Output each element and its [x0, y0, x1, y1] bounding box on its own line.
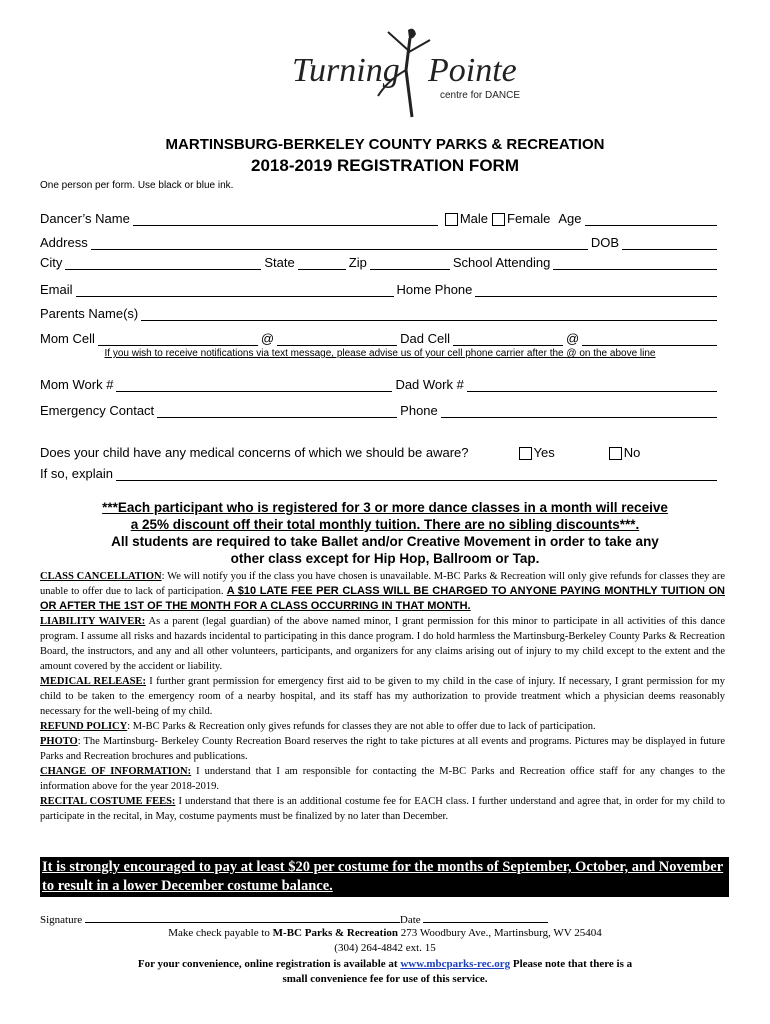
medical-yes-checkbox[interactable]	[519, 447, 532, 460]
female-checkbox[interactable]	[492, 213, 505, 226]
emergency-phone-label: Phone	[400, 403, 438, 418]
row-medical	[40, 442, 720, 460]
discount-notice	[40, 499, 730, 567]
explain-label: If so, explain	[40, 466, 113, 481]
email-field[interactable]	[76, 283, 394, 297]
male-checkbox[interactable]	[445, 213, 458, 226]
dad-cell-field[interactable]	[453, 332, 563, 346]
form-title: 2018-2019 REGISTRATION FORM	[251, 156, 519, 175]
signature-row	[40, 912, 548, 926]
text-notification-note: If you wish to receive notifications via text message, please advise us of your cell phone carrier after the @ on the above line	[104, 348, 656, 359]
signature-label: Signature	[40, 914, 83, 926]
dob-field[interactable]	[622, 236, 717, 250]
zip-label: Zip	[348, 255, 367, 270]
logo-word-turning: Turning	[292, 52, 400, 89]
home-phone-label: Home Phone	[396, 282, 473, 297]
refund-policy	[40, 719, 725, 734]
photo-policy	[40, 734, 725, 764]
school-field[interactable]	[553, 256, 717, 270]
home-phone-field[interactable]	[475, 283, 717, 297]
state-label: State	[264, 255, 295, 270]
refund-heading: REFUND POLICY	[40, 721, 128, 732]
row-cell	[40, 328, 720, 346]
dad-cell-at: @	[565, 331, 580, 346]
emergency-field[interactable]	[157, 404, 397, 418]
female-label: Female	[507, 211, 551, 226]
cancel-text: : We will notify you if the class you have chosen is unavailable. M-BC Parks & Recreation will only give refunds for classes they are unable to offer due to lack of participation.	[40, 571, 725, 597]
ballet-line-1: All students are required to take Ballet and/or Creative Movement in order to take any	[111, 534, 659, 549]
row-emergency	[40, 400, 720, 418]
payee-name: M-BC Parks & Recreation	[272, 927, 399, 939]
mom-work-label: Mom Work #	[40, 377, 114, 392]
emergency-phone-field[interactable]	[441, 404, 717, 418]
costume-banner: It is strongly encouraged to pay at least $20 per costume for the months of September, October, and November to result in a lower December costume balance.	[40, 857, 729, 897]
turning-pointe-logo	[280, 22, 530, 132]
payment-line	[0, 927, 770, 939]
date-field[interactable]	[423, 912, 548, 923]
mom-carrier-field[interactable]	[277, 332, 397, 346]
male-label: Male	[459, 211, 489, 226]
online-suffix: Please note that there is a	[510, 958, 633, 970]
state-field[interactable]	[298, 256, 346, 270]
online-line-1	[0, 958, 770, 970]
dancer-name-label: Dancer’s Name	[40, 211, 130, 226]
costume-heading: RECITAL COSTUME FEES:	[40, 796, 176, 807]
city-label: City	[40, 255, 63, 270]
medical-release	[40, 674, 725, 719]
city-field[interactable]	[65, 256, 261, 270]
payee-address: 273 Woodbury Ave., Martinsburg, WV 25404	[398, 927, 602, 939]
medical-no-checkbox[interactable]	[609, 447, 622, 460]
instructions-note: One person per form. Use black or blue ink.	[40, 180, 234, 191]
photo-text: : The Martinsburg- Berkeley County Recreation Board reserves the right to take pictures at all events and programs. Pictures may be displayed in future Parks and Recreation brochures and publications.	[40, 736, 725, 762]
cancel-heading: CLASS CANCELLATION	[40, 571, 162, 582]
medical-no-label: No	[623, 445, 641, 460]
online-line-2: small convenience fee for use of this service.	[282, 973, 488, 985]
dad-work-label: Dad Work #	[395, 377, 464, 392]
row-work	[40, 374, 720, 392]
class-cancellation-policy	[40, 569, 725, 614]
liability-text: As a parent (legal guardian) of the above named minor, I grant permission for this minor to participate in all activities of this dance program. I assume all risks and hazards incidental to participating in this dance program. I do hold harmless the Martinsburg-Berkeley County Parks & Recreation Board, the instructors, and any and all other volunteers, participants, and organizers for any claims arising out of injury to my child except to the extent and the amount covered by the accident or liability.	[40, 616, 726, 672]
emergency-label: Emergency Contact	[40, 403, 155, 418]
row-dancer	[40, 208, 720, 226]
zip-field[interactable]	[370, 256, 450, 270]
dad-cell-label: Dad Cell	[400, 331, 450, 346]
logo-subtitle: centre for DANCE	[440, 90, 521, 101]
liability-heading: LIABILITY WAIVER:	[40, 616, 146, 627]
dob-label: DOB	[590, 235, 619, 250]
change-heading: CHANGE OF INFORMATION:	[40, 766, 192, 777]
explain-field[interactable]	[116, 467, 717, 481]
parents-label: Parents Name(s)	[40, 306, 139, 321]
row-email	[40, 279, 720, 297]
age-field[interactable]	[585, 212, 717, 226]
medical-question: Does your child have any medical concerns of which we should be aware?	[40, 445, 469, 460]
change-text: I understand that I am responsible for contacting the M-BC Parks and Recreation office staff for any changes to the information above for the year 2018-2019.	[40, 766, 725, 792]
age-label: Age	[558, 211, 582, 226]
photo-heading: PHOTO	[40, 736, 78, 747]
refund-text: : M-BC Parks & Recreation only gives refunds for classes they are not able to offer due to lack of participation.	[127, 721, 596, 732]
mom-cell-field[interactable]	[98, 332, 258, 346]
row-city	[40, 252, 720, 270]
late-fee-notice: A $10 LATE FEE PER CLASS WILL BE CHARGED TO ANYONE PAYING MONTHLY TUITION ON OR AFTER THE 1ST OF THE MONTH FOR A CLASS OCCURRING IN THAT MONTH.	[40, 585, 725, 612]
address-label: Address	[40, 235, 88, 250]
recital-costume-fees	[40, 794, 725, 824]
date-label: Date	[399, 914, 421, 926]
dad-carrier-field[interactable]	[582, 332, 717, 346]
medical-heading: MEDICAL RELEASE:	[40, 676, 146, 687]
mom-work-field[interactable]	[116, 378, 392, 392]
dancer-name-field[interactable]	[133, 212, 438, 226]
mom-cell-label: Mom Cell	[40, 331, 95, 346]
payment-prefix: Make check payable to	[168, 927, 273, 939]
parents-field[interactable]	[141, 307, 717, 321]
mom-cell-at: @	[260, 331, 275, 346]
dad-work-field[interactable]	[467, 378, 717, 392]
medical-text: I further grant permission for emergency first aid to be given to my child in the case of injury. If necessary, I grant permission for my child to be taken to the emergency room of a nearby hospital, and its staff has my authorization to provide treatment which a physician deems reasonably necessary for the well-being of my child.	[40, 676, 725, 717]
costume-text: I understand that there is an additional costume fee for EACH class. I further understand and agree that, in order for my child to participate in the recital, in May, costume payments must be finalized by no later than December.	[40, 796, 725, 822]
office-phone: (304) 264-4842 ext. 15	[334, 942, 436, 954]
school-label: School Attending	[452, 255, 551, 270]
signature-field[interactable]	[85, 912, 400, 923]
website-link[interactable]: www.mbcparks-rec.org	[400, 958, 511, 970]
liability-waiver	[40, 614, 725, 674]
email-label: Email	[40, 282, 73, 297]
ballet-line-2: other class except for Hip Hop, Ballroom or Tap.	[230, 551, 540, 566]
discount-line-1: ***Each participant who is registered for 3 or more dance classes in a month will receive	[102, 500, 668, 515]
row-parents	[40, 303, 720, 321]
row-explain	[40, 463, 720, 481]
org-title: MARTINSBURG-BERKELEY COUNTY PARKS & RECREATION	[165, 136, 605, 153]
address-field[interactable]	[91, 236, 588, 250]
change-of-information	[40, 764, 725, 794]
online-prefix: For your convenience, online registration is available at	[137, 958, 401, 970]
medical-yes-label: Yes	[533, 445, 555, 460]
row-address	[40, 232, 720, 250]
discount-line-2: a 25% discount off their total monthly tuition. There are no sibling discounts***.	[130, 517, 640, 532]
logo-word-pointe: Pointe	[428, 52, 517, 89]
policies-section	[40, 569, 725, 824]
